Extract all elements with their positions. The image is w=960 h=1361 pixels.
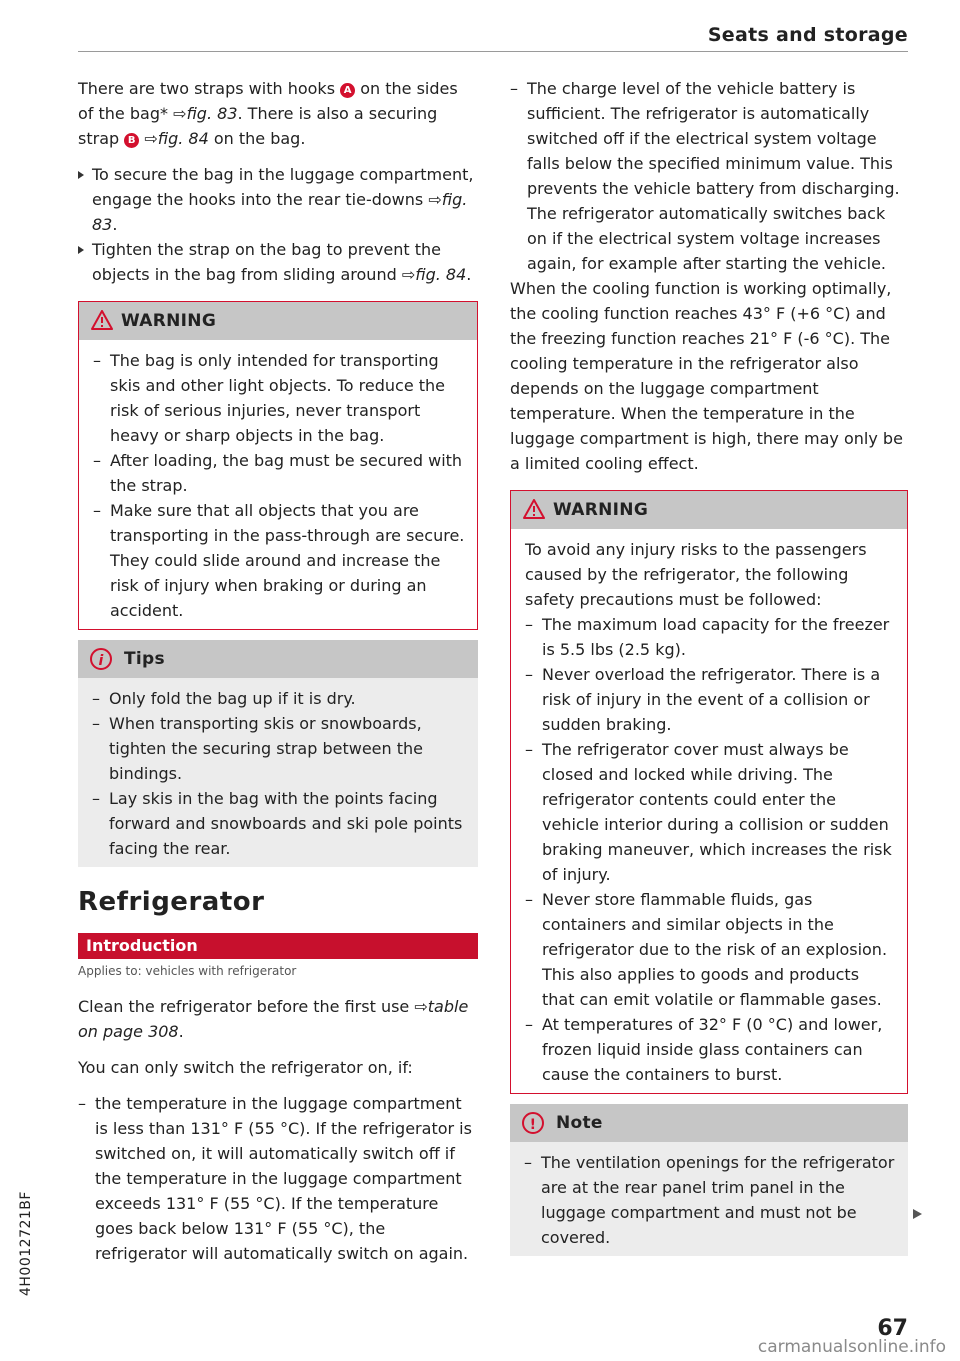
- instruction-step-2: [78, 237, 478, 287]
- callout-a-badge: A: [340, 83, 355, 98]
- list-item-text: the temperature in the luggage compartment is less than 131° F (55 °C). If the refrigerator is switched on, it will automatically switch off if the temperature in the luggage compartment exceeds 131° F (55 °C). If the temperature goes back below 131° F (55 °C), the refrigerator will automatically switch on again.: [95, 1094, 472, 1263]
- text-run: .: [466, 265, 472, 284]
- cooling-paragraph: When the cooling function is working optimally, the cooling function reaches 43° F (+6 °C) and the freezing function reaches 21° F (-6 °C). The cooling temperature in the refrigerator also depends on the luggage compartment temperature. When the temperature in the luggage compartment is high, there may only be a limited cooling effect.: [510, 279, 903, 473]
- list-item: – When transporting skis or snowboards, tighten the securing strap between the bindings.: [92, 714, 423, 783]
- list-item-text: Never store flammable fluids, gas containers and similar objects in the refrigerator due to the risk of an explosion. This also applies to goods and products that can emit volatile or flammable gases.: [542, 890, 888, 1009]
- warning-body: [511, 529, 907, 1093]
- right-column: [510, 76, 908, 1266]
- tips-list: [92, 686, 466, 861]
- list-item-text: The bag is only intended for transporting skis and other light objects. To reduce the risk of serious injuries, never transport heavy or sharp objects in the bag.: [110, 351, 446, 445]
- list-item-text: Lay skis in the bag with the points facing forward and snowboards and ski pole points facing the rear.: [109, 789, 463, 858]
- warning-list: [93, 348, 465, 623]
- text-run: on the sides of the bag*: [78, 79, 458, 123]
- continue-arrow-icon: [913, 1209, 922, 1219]
- list-item-text: Never overload the refrigerator. There is a risk of injury in the event of a collision or sudden braking.: [542, 665, 881, 734]
- list-item: – Make sure that all objects that you are transporting in the pass-through are secure. They could slide around and increase the risk of injury when braking or during an accident.: [93, 501, 465, 620]
- clean-paragraph: [78, 994, 478, 1044]
- watermark: carmanualsonline.info: [757, 1337, 946, 1357]
- arrow-ref-icon: ⇨: [428, 190, 442, 209]
- step-bullet-icon: [78, 246, 84, 254]
- list-item: – Never overload the refrigerator. There is a risk of injury in the event of a collision or sudden braking.: [525, 665, 881, 734]
- text-run: To secure the bag in the luggage compartment, engage the hooks into the rear tie-downs: [92, 165, 474, 209]
- table-page-link[interactable]: table on page 308: [78, 997, 469, 1041]
- list-item-text: Only fold the bag up if it is dry.: [109, 689, 356, 708]
- tips-body: [78, 678, 478, 867]
- conditions-list-continued: [510, 76, 908, 276]
- header-divider: [78, 51, 908, 52]
- note-header: [510, 1104, 908, 1142]
- list-item: – The maximum load capacity for the freezer is 5.5 lbs (2.5 kg).: [525, 615, 890, 659]
- intro-paragraph: [78, 76, 478, 151]
- section-title: Refrigerator: [78, 887, 265, 917]
- applies-to-note: Applies to: vehicles with refrigerator: [78, 964, 297, 978]
- note-body: [510, 1142, 908, 1256]
- list-item: – The charge level of the vehicle battery is sufficient. The refrigerator is automatically switched off if the electrical system voltage falls below the specified minimum value. This prevents the vehicle battery from discharging. The refrigerator automatically switches back on if the electrical system voltage increases again, for example after starting the vehicle.: [510, 79, 900, 273]
- list-item-text: At temperatures of 32° F (0 °C) and lower, frozen liquid inside glass containers can cause the containers to burst.: [542, 1015, 883, 1084]
- text-run: .: [178, 1022, 184, 1041]
- text-run: . There is also a securing strap: [78, 104, 438, 148]
- warning-triangle-icon: [523, 499, 545, 519]
- text-run: Clean the refrigerator before the first use: [78, 997, 415, 1016]
- warning-box-refrigerator: [510, 490, 908, 1094]
- arrow-ref-icon: ⇨: [414, 997, 428, 1016]
- exclamation-circle-icon: !: [522, 1112, 544, 1134]
- warning-triangle-icon: [91, 310, 113, 330]
- step-bullet-icon: [78, 171, 84, 179]
- text-run: on the bag.: [208, 129, 306, 148]
- list-item: – The ventilation openings for the refrigerator are at the rear panel trim panel in the luggage compartment and must not be covered.: [524, 1153, 895, 1247]
- left-column: [78, 76, 478, 1266]
- switch-paragraph: You can only switch the refrigerator on, if:: [78, 1058, 413, 1077]
- warning-intro: To avoid any injury risks to the passengers caused by the refrigerator, the following safety precautions must be followed:: [525, 540, 867, 609]
- list-item: – The refrigerator cover must always be closed and locked while driving. The refrigerator contents could enter the vehicle interior during a collision or sudden braking maneuver, which increases the risk of injury.: [525, 740, 892, 884]
- list-item-text: After loading, the bag must be secured with the strap.: [110, 451, 463, 495]
- list-item-text: The ventilation openings for the refrigerator are at the rear panel trim panel in the luggage compartment and must not be covered.: [541, 1153, 895, 1247]
- instruction-step-1: [78, 162, 478, 237]
- note-title: Note: [556, 1113, 603, 1133]
- warning-list: [525, 612, 895, 1087]
- page-number: 67: [877, 1316, 908, 1341]
- warning-box-bag: [78, 301, 478, 630]
- list-item-text: When transporting skis or snowboards, tighten the securing strap between the bindings.: [109, 714, 423, 783]
- arrow-ref-icon: ⇨: [401, 265, 416, 284]
- list-item: – At temperatures of 32° F (0 °C) and lower, frozen liquid inside glass containers can cause the containers to burst.: [525, 1015, 883, 1084]
- running-header-title: Seats and storage: [707, 24, 908, 46]
- list-item-text: The maximum load capacity for the freezer is 5.5 lbs (2.5 kg).: [542, 615, 890, 659]
- list-item: – the temperature in the luggage compartment is less than 131° F (55 °C). If the refrigerator is switched on, it will automatically switch off if the temperature in the luggage compartment exceeds 131° F (55 °C). If the temperature goes back below 131° F (55 °C), the refrigerator will automatically switch on again.: [78, 1094, 472, 1263]
- warning-body: [79, 340, 477, 629]
- fig-84-link[interactable]: fig. 84: [157, 129, 209, 148]
- tips-box: [78, 640, 478, 867]
- note-list: [524, 1150, 896, 1250]
- list-item-text: The charge level of the vehicle battery is sufficient. The refrigerator is automatically switched off if the electrical system voltage falls below the specified minimum value. This prevents the vehicle battery from discharging. The refrigerator automatically switches back on if the electrical system voltage increases again, for example after starting the vehicle.: [527, 79, 900, 273]
- warning-title: WARNING: [553, 500, 649, 520]
- list-item: – After loading, the bag must be secured with the strap.: [93, 451, 463, 495]
- fig-83-link[interactable]: fig. 83: [186, 104, 238, 123]
- text-run: There are two straps with hooks: [78, 79, 341, 98]
- arrow-ref-icon: ⇨: [173, 104, 187, 123]
- list-item: – Only fold the bag up if it is dry.: [92, 689, 356, 708]
- list-item-text: Make sure that all objects that you are transporting in the pass-through are secure. They could slide around and increase the risk of injury when braking or during an accident.: [110, 501, 465, 620]
- text-run: Tighten the strap on the bag to prevent the objects in the bag from sliding around: [92, 240, 441, 284]
- list-item-text: The refrigerator cover must always be closed and locked while driving. The refrigerator contents could enter the vehicle interior during a collision or sudden braking maneuver, which increases the risk of injury.: [542, 740, 892, 884]
- warning-header: [79, 302, 477, 340]
- warning-header: [511, 491, 907, 529]
- document-code: 4H0012721BF: [18, 1191, 34, 1296]
- arrow-ref-icon: ⇨: [144, 129, 158, 148]
- note-box: [510, 1104, 908, 1256]
- list-item: – The bag is only intended for transporting skis and other light objects. To reduce the risk of serious injuries, never transport heavy or sharp objects in the bag.: [93, 351, 446, 445]
- fig-83-link[interactable]: fig. 83: [92, 190, 468, 234]
- callout-b-badge: B: [124, 133, 139, 148]
- conditions-list: [78, 1091, 478, 1266]
- list-item: – Lay skis in the bag with the points facing forward and snowboards and ski pole points facing the rear.: [92, 789, 463, 858]
- tips-title: Tips: [124, 649, 165, 669]
- fig-84-link[interactable]: fig. 84: [415, 265, 467, 284]
- info-icon: i: [90, 648, 112, 670]
- list-item: – Never store flammable fluids, gas containers and similar objects in the refrigerator due to the risk of an explosion. This also applies to goods and products that can emit volatile or flammable gases.: [525, 890, 888, 1009]
- subsection-title: Introduction: [78, 933, 478, 959]
- warning-title: WARNING: [121, 311, 217, 331]
- tips-header: [78, 640, 478, 678]
- text-run: .: [112, 215, 118, 234]
